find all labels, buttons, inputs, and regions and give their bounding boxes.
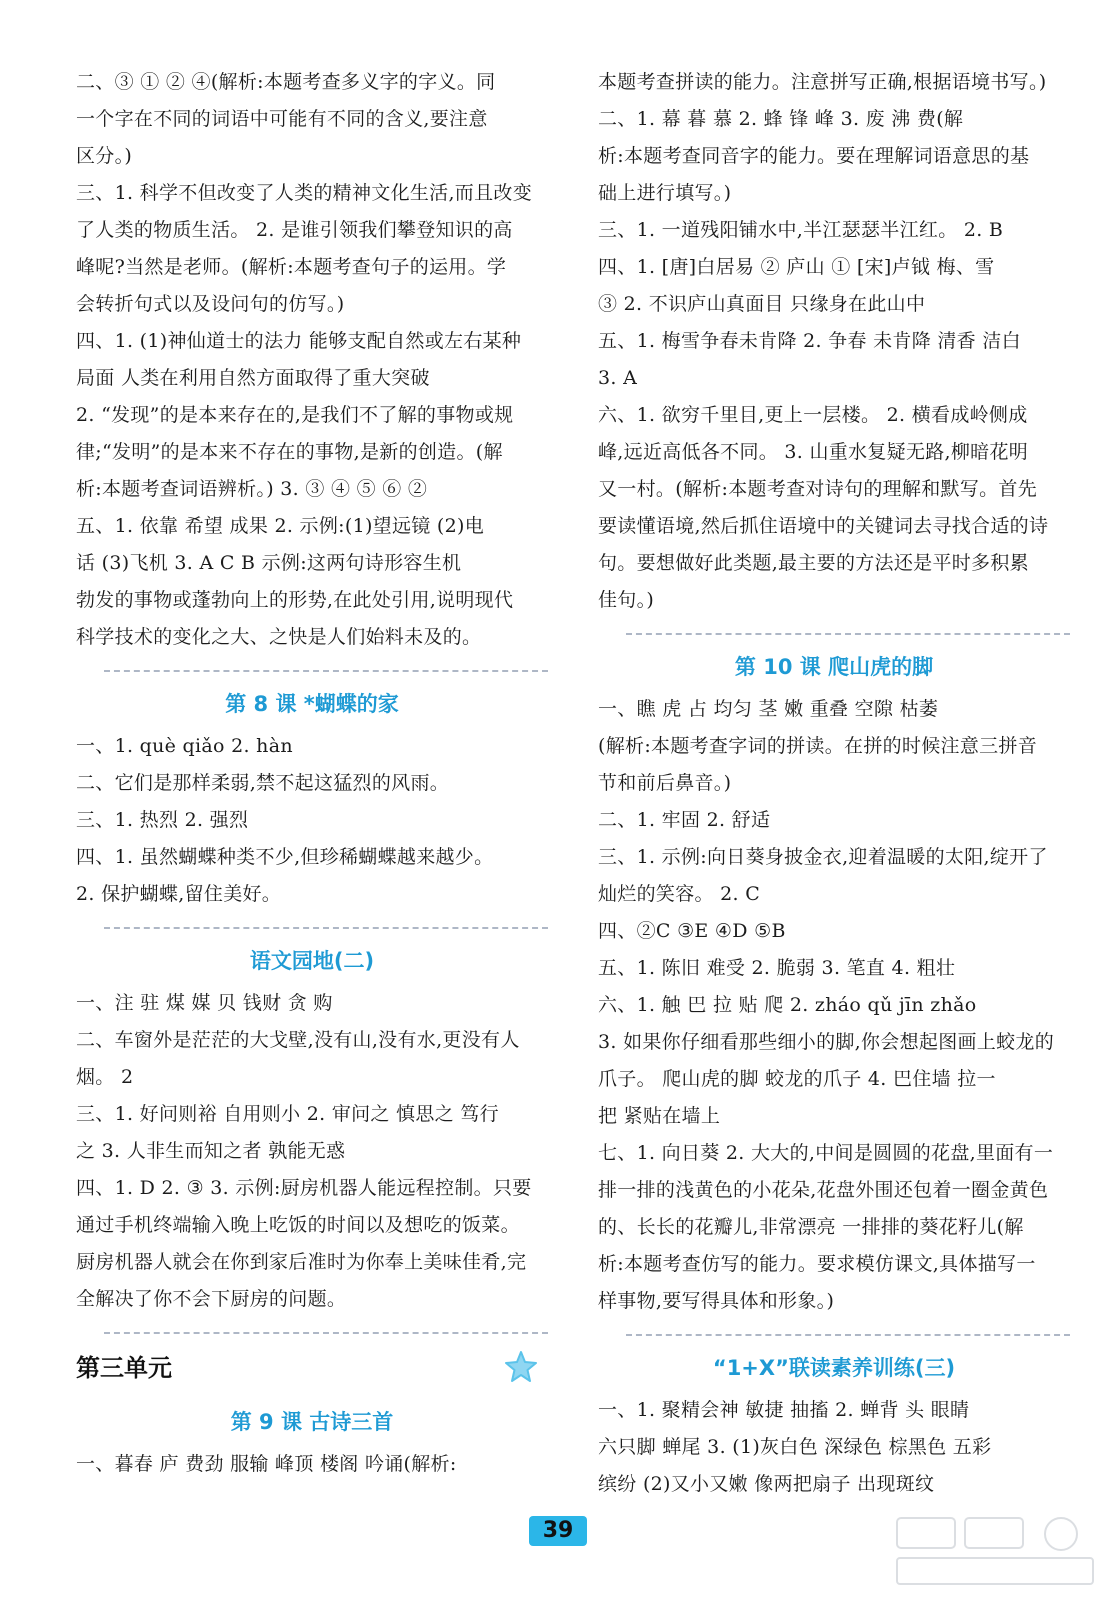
lesson-title: 语文园地(二) (249, 949, 375, 973)
answer-line: 六、1. 触 巴 拉 贴 爬 2. zháo qǔ jīn zhǎo (598, 994, 977, 1016)
answer-line: 一、1. 聚精会神 敏捷 抽搐 2. 蝉背 头 眼睛 (598, 1399, 970, 1421)
answer-line: 五、1. 依靠 希望 成果 2. 示例:(1)望远镜 (2)电 (76, 515, 485, 537)
answer-line: 局面 人类在利用自然方面取得了重大突破 (76, 367, 430, 389)
answer-line: 厨房机器人就会在你到家后准时为你奉上美味佳肴,完 (76, 1251, 527, 1273)
answer-line: 本题考查拼读的能力。注意拼写正确,根据语境书写。) (598, 71, 1047, 93)
answer-line: 六只脚 蝉尾 3. (1)灰白色 深绿色 棕黑色 五彩 (598, 1436, 992, 1458)
answer-line: ③ 2. 不识庐山真面目 只缘身在此山中 (598, 293, 926, 315)
answer-line: 四、②C ③E ④D ⑤B (598, 920, 786, 942)
unit-heading (76, 1346, 548, 1390)
answer-line: 三、1. 一道残阳铺水中,半江瑟瑟半江红。 2. B (598, 219, 1004, 241)
answer-line: 勃发的事物或蓬勃向上的形势,在此处引用,说明现代 (76, 589, 514, 611)
answer-line: 三、1. 热烈 2. 强烈 (76, 809, 249, 831)
answer-line: 二、车窗外是茫茫的大戈壁,没有山,没有水,更没有人 (76, 1029, 520, 1051)
answer-line: 析:本题考查词语辨析。) 3. ③ ④ ⑤ ⑥ ② (76, 478, 428, 500)
answer-line: 句。要想做好此类题,最主要的方法还是平时多积累 (598, 552, 1029, 574)
answer-line: 的、长长的花瓣儿,非常漂亮 一排排的葵花籽儿(解 (598, 1216, 1024, 1238)
answer-line: 七、1. 向日葵 2. 大大的,中间是圆圆的花盘,里面有一 (598, 1142, 1054, 1164)
answer-line: 灿烂的笑容。 2. C (598, 883, 761, 905)
answer-line: 佳句。) (598, 589, 655, 611)
answer-line: 全解决了你不会下厨房的问题。 (76, 1288, 347, 1310)
answer-line: 爪子。 爬山虎的脚 蛟龙的爪子 4. 巴住墙 拉一 (598, 1068, 996, 1090)
lesson-title: “1+X”联读素养训练(三) (712, 1356, 956, 1380)
answer-line: 一、暮春 庐 费劲 服输 峰顶 楼阁 吟诵(解析: (76, 1453, 457, 1475)
answer-line: 二、1. 牢固 2. 舒适 (598, 809, 771, 831)
answer-line: 3. 如果你仔细看那些细小的脚,你会想起图画上蛟龙的 (598, 1031, 1055, 1053)
unit-heading-text: 第三单元 (76, 1354, 172, 1382)
answer-line: 四、1. 虽然蝴蝶种类不少,但珍稀蝴蝶越来越少。 (76, 846, 494, 868)
answer-line: 区分。) (76, 145, 133, 167)
answer-line: 把 紧贴在墙上 (598, 1105, 721, 1127)
answer-line: 四、1. D 2. ③ 3. 示例:厨房机器人能远程控制。只要 (76, 1177, 532, 1199)
answer-line: 础上进行填写。) (598, 182, 732, 204)
left-column (76, 64, 548, 1483)
answer-line: 一个字在不同的词语中可能有不同的含义,要注意 (76, 108, 488, 130)
answer-line: 一、瞧 虎 占 均匀 茎 嫩 重叠 空隙 枯萎 (598, 698, 939, 720)
answer-line: 四、1. [唐]白居易 ② 庐山 ① [宋]卢钺 梅、雪 (598, 256, 995, 278)
answer-line: 二、③ ① ② ④(解析:本题考查多义字的字义。同 (76, 71, 496, 93)
answer-line: 五、1. 梅雪争春未肯降 2. 争春 未肯降 清香 洁白 (598, 330, 1021, 352)
answer-line: 六、1. 欲穷千里目,更上一层楼。 2. 横看成岭侧成 (598, 404, 1028, 426)
answer-line: 排一排的浅黄色的小花朵,花盘外围还包着一圈金黄色 (598, 1179, 1049, 1201)
answer-line: 节和前后鼻音。) (598, 772, 732, 794)
answer-line: 话 (3)飞机 3. A C B 示例:这两句诗形容生机 (76, 552, 462, 574)
answer-line: 峰呢?当然是老师。(解析:本题考查句子的运用。学 (76, 256, 507, 278)
section-divider (626, 633, 1070, 635)
answer-line: 一、注 驻 煤 媒 贝 钱财 贪 购 (76, 992, 333, 1014)
section-divider (104, 670, 548, 672)
answer-line: 一、1. què qiǎo 2. hàn (76, 735, 293, 757)
answer-line: 样事物,要写得具体和形象。) (598, 1290, 835, 1312)
section-divider (104, 927, 548, 929)
answer-line: 了人类的物质生活。 2. 是谁引领我们攀登知识的高 (76, 219, 513, 241)
answer-line: 之 3. 人非生而知之者 孰能无惑 (76, 1140, 346, 1162)
star-icon (504, 1350, 538, 1384)
lesson-title: 第 10 课 爬山虎的脚 (734, 655, 934, 679)
lesson-title: 第 8 课 *蝴蝶的家 (225, 692, 399, 716)
answer-line: 科学技术的变化之大、之快是人们始料未及的。 (76, 626, 482, 648)
answer-line: 三、1. 好问则裕 自用则小 2. 审问之 慎思之 笃行 (76, 1103, 499, 1125)
answer-line: 析:本题考查同音字的能力。要在理解词语意思的基 (598, 145, 1030, 167)
answer-line: (解析:本题考查字词的拼读。在拼的时候注意三拼音 (598, 735, 1038, 757)
answer-line: 二、1. 幕 暮 慕 2. 蜂 锋 峰 3. 废 沸 费(解 (598, 108, 964, 130)
answer-line: 会转折句式以及设问句的仿写。) (76, 293, 345, 315)
answer-line: 析:本题考查仿写的能力。要求模仿课文,具体描写一 (598, 1253, 1036, 1275)
answer-line: 三、1. 示例:向日葵身披金衣,迎着温暖的太阳,绽开了 (598, 846, 1048, 868)
answer-line: 2. “发现”的是本来存在的,是我们不了解的事物或规 (76, 404, 514, 426)
answer-line: 2. 保护蝴蝶,留住美好。 (76, 883, 282, 905)
answer-line: 五、1. 陈旧 难受 2. 脆弱 3. 笔直 4. 粗壮 (598, 957, 956, 979)
answer-line: 三、1. 科学不但改变了人类的精神文化生活,而且改变 (76, 182, 533, 204)
answer-line: 烟。 2 (76, 1066, 134, 1088)
right-column (598, 64, 1070, 1503)
answer-line: 通过手机终端输入晚上吃饭的时间以及想吃的饭菜。 (76, 1214, 520, 1236)
answer-line: 二、它们是那样柔弱,禁不起这猛烈的风雨。 (76, 772, 450, 794)
answer-line: 四、1. (1)神仙道士的法力 能够支配自然或左右某种 (76, 330, 522, 352)
section-divider (104, 1332, 548, 1334)
watermark-logo-icon (891, 1510, 1101, 1590)
answer-line: 峰,远近高低各不同。 3. 山重水复疑无路,柳暗花明 (598, 441, 1029, 463)
answer-line: 要读懂语境,然后抓住语境中的关键词去寻找合适的诗 (598, 515, 1049, 537)
answer-line: 律;“发明”的是本来不存在的事物,是新的创造。(解 (76, 441, 503, 463)
section-divider (626, 1334, 1070, 1336)
lesson-title: 第 9 课 古诗三首 (230, 1410, 394, 1434)
answer-line: 缤纷 (2)又小又嫩 像两把扇子 出现斑纹 (598, 1473, 935, 1495)
page-number: 39 (529, 1516, 587, 1546)
answer-line: 又一村。(解析:本题考查对诗句的理解和默写。首先 (598, 478, 1038, 500)
answer-line: 3. A (598, 367, 638, 389)
